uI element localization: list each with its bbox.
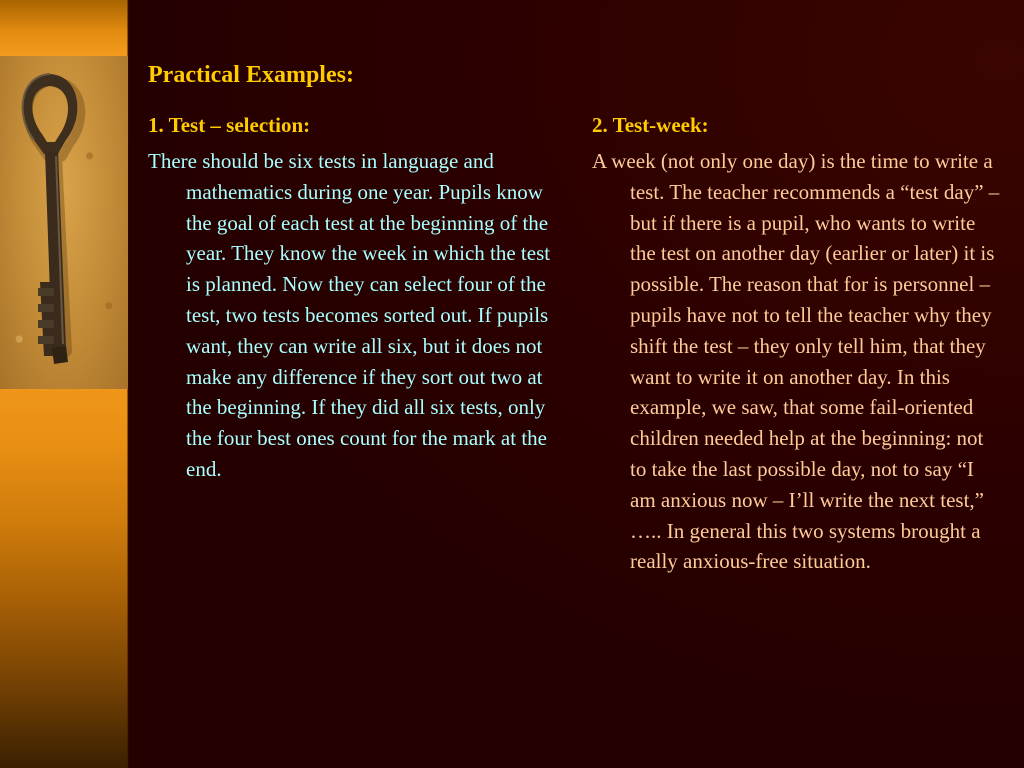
key-icon: [0, 56, 128, 389]
left-column: [148, 110, 558, 485]
left-column-body: There should be six tests in language and mathematics during one year. Pupils know the goal of each test at the beginning of the year. They know the week in which the test is planned. Now they can select four of the test, two tests becomes sorted out. If pupils want, they can write all six, but it does not make any difference if they sort out two at the beginning. If they did all six tests, only the four best ones count for the mark at the end.: [148, 149, 551, 481]
key-photo: [0, 56, 128, 389]
right-column: [592, 110, 1004, 577]
right-column-body: A week (not only one day) is the time to write a test. The teacher recommends a “test day” – but if there is a pupil, who wants to write the test on another day (earlier or later) it is possible. The reason that for is personnel – pupils have not to tell the teacher why they shift the test – they only tell him, that they want to write it on another day. In this example, we saw, that some fail-oriented children needed help at the beginning: not to take the last possible day, not to say “I am anxious now – I’ll write the next test,” ….. In general this two systems brought a really anxious-free situation.: [592, 149, 1000, 574]
right-column-heading: 2. Test-week:: [592, 113, 709, 137]
left-column-heading: 1. Test – selection:: [148, 113, 311, 137]
slide-title: Practical Examples:: [148, 62, 354, 88]
